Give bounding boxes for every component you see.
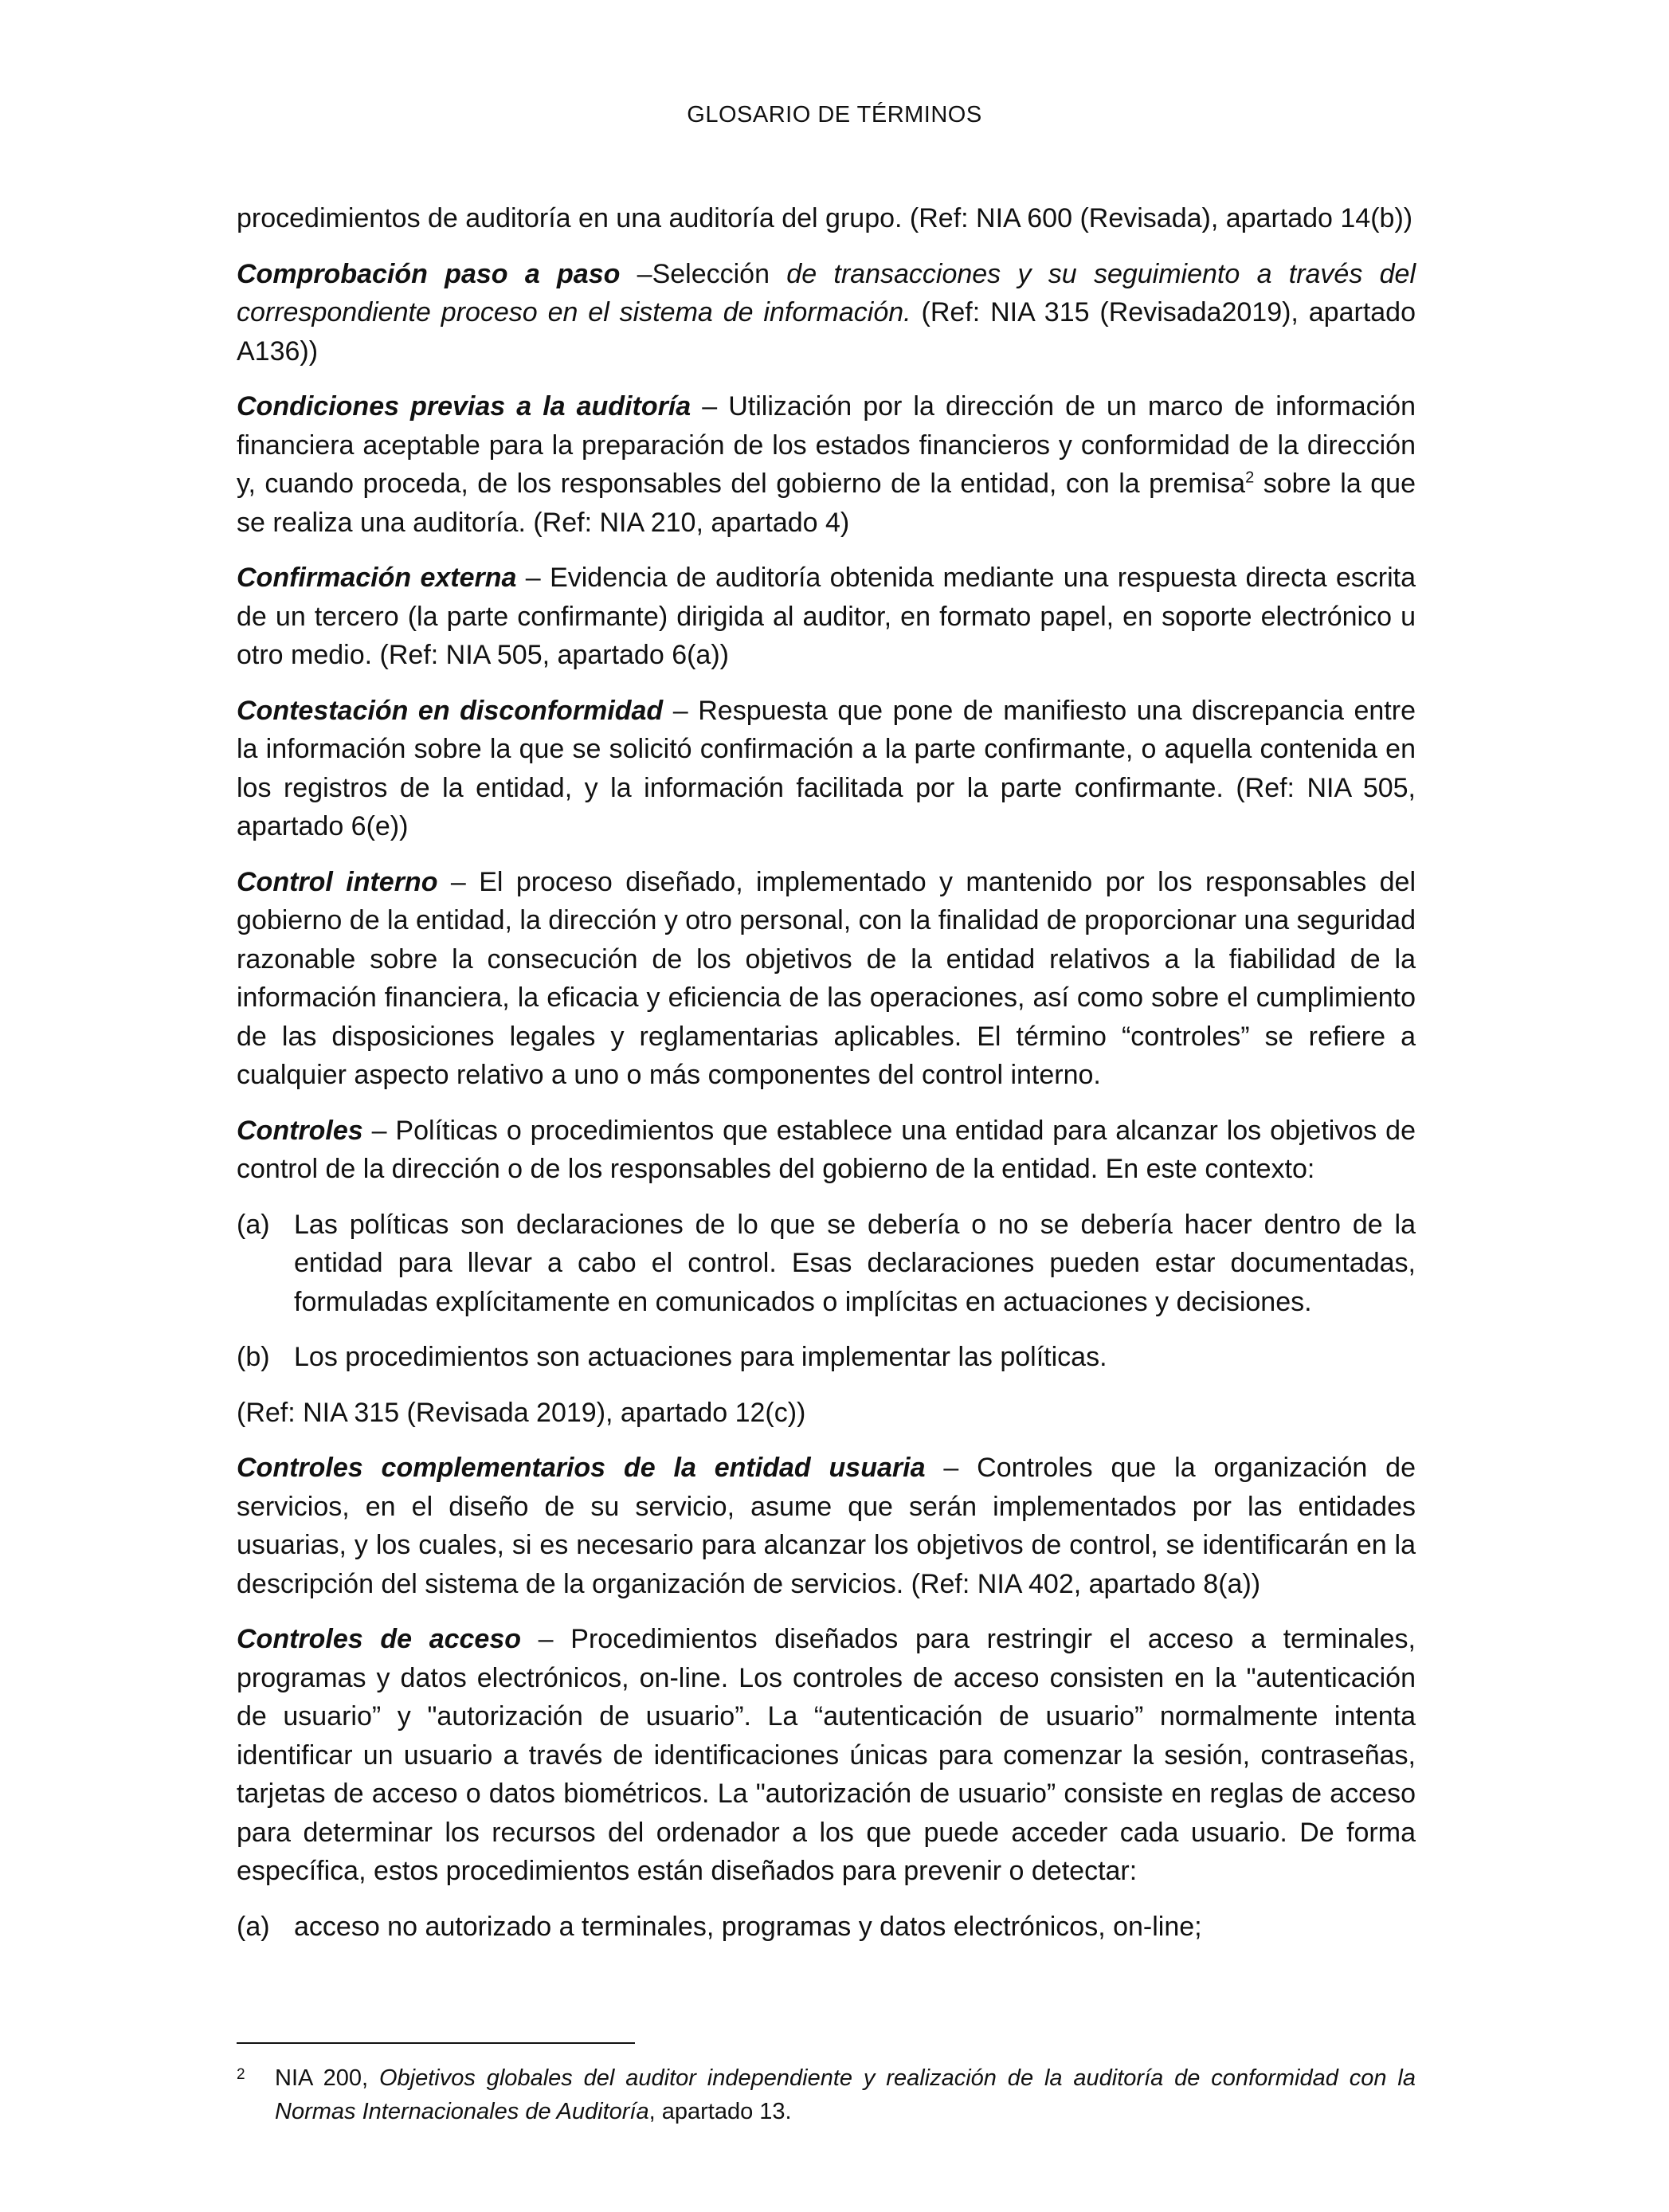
list-item (237, 1338, 1416, 1377)
list-item (237, 1206, 1416, 1322)
page-header: GLOSARIO DE TÉRMINOS (687, 102, 982, 127)
glossary-entry-comprobacion (237, 255, 1416, 371)
list-item-text: Los procedimientos son actuaciones para implementar las políticas. (294, 1342, 1107, 1372)
footnote-text-end: , apartado 13. (648, 2099, 792, 2124)
footnote-number: 2 (237, 2066, 245, 2083)
glossary-entry-confirmacion-externa (237, 559, 1416, 675)
list-item-text: Las políticas son declaraciones de lo que se debería o no se debería hacer dentro de la entidad para llevar a cabo el control. Esas declaraciones pueden estar documentadas, formuladas explícitamente en comunicados o implícitas en actuaciones y decisiones. (294, 1209, 1416, 1317)
glossary-entry-condiciones-previas (237, 387, 1416, 542)
entry-term: Controles (237, 1115, 363, 1146)
entry-separator: – (362, 1115, 396, 1146)
footnote-reference[interactable]: 2 (1245, 469, 1255, 487)
entry-separator: – (521, 1624, 571, 1654)
entry-definition: Controles que la organización de servicios, en el diseño de su servicio, asume que serán implementados por las entidades usuarias, y los cuales, si es necesario para alcanzar los objetivos de control, se identificarán en la descripción del sistema de la organización de servicios. (Ref: NIA 402, apartado 8(a)) (237, 1453, 1416, 1599)
footnote-text (237, 2061, 1416, 2128)
entry-term: Confirmación externa (237, 563, 517, 593)
entry-separator: – (663, 695, 699, 726)
entry-term: Control interno (237, 866, 438, 897)
footnote-title: Objetivos globales del auditor independiente y realización de la auditoría de conformidad con la Normas Internacionales de Auditoría (275, 2065, 1416, 2124)
entry-term: Controles complementarios de la entidad usuaria (237, 1453, 926, 1483)
glossary-entry-controles-complementarios (237, 1449, 1416, 1603)
list-item (237, 1908, 1416, 1947)
entry-definition: Procedimientos diseñados para restringir el acceso a terminales, programas y datos electrónicos, on-line. Los controles de acceso consisten en la "autenticación de usuario” y "autorización de usuario”. La “autenticación de usuario” normalmente intenta identificar un usuario a través de identificaciones únicas para comenzar la sesión, contraseñas, tarjetas de acceso o datos biométricos. La "autorización de usuario” consiste en reglas de acceso para determinar los recursos del ordenador a los que puede acceder cada usuario. De forma específica, estos procedimientos están diseñados para prevenir o detectar: (237, 1624, 1416, 1886)
list-item-label: (a) (237, 1911, 270, 1942)
entry-definition: Evidencia de auditoría obtenida mediante una respuesta directa escrita de un tercero (la parte confirmante) dirigida al auditor, en formato papel, en soporte electrónico u otro medio. (Ref: NIA 505, apartado 6(a)) (237, 563, 1416, 670)
entry-separator: – (516, 563, 550, 593)
list-item-label: (b) (237, 1342, 270, 1372)
footnote (237, 2061, 1416, 2128)
entry-definition: El proceso diseñado, implementado y mantenido por los responsables del gobierno de la entidad, la dirección y otro personal, con la finalidad de proporcionar una seguridad razonable sobre la consecución de los objetivos de la entidad relativos a la fiabilidad de la información financiera, la eficacia y eficiencia de las operaciones, así como sobre el cumplimiento de las disposiciones legales y reglamentarias aplicables. El término “controles” se refiere a cualquier aspecto relativo a uno o más componentes del control interno. (237, 866, 1416, 1090)
entry-definition: Selección (652, 258, 787, 289)
glossary-entry-controles (237, 1112, 1416, 1189)
list-item-label: (a) (237, 1209, 270, 1240)
entry-separator: – (620, 258, 652, 289)
list-item-text: acceso no autorizado a terminales, programas y datos electrónicos, on-line; (294, 1911, 1202, 1942)
glossary-entry-controles-acceso (237, 1620, 1416, 1891)
entry-definition-end: sobre la que se realiza una auditoría. (Ref: NIA 210, apartado 4) (237, 469, 1416, 538)
entry-separator: – (925, 1453, 978, 1483)
glossary-entry-control-interno (237, 863, 1416, 1095)
entry-definition: Utilización por la dirección de un marco de información financiera aceptable para la preparación de los estados financieros y conformidad de la dirección y, cuando proceda, de los responsables del gobierno de la entidad, con la premisa (237, 391, 1416, 499)
entry-term: Controles de acceso (237, 1624, 522, 1654)
entry-separator: – (437, 866, 480, 897)
entry-separator: – (691, 391, 729, 422)
entry-reference: (Ref: NIA 315 (Revisada2019), apartado A136)) (237, 297, 1416, 367)
footnote-text-start: NIA 200, (275, 2065, 379, 2091)
glossary-entry-contestacion-disconformidad (237, 692, 1416, 846)
footnote-divider (237, 2042, 635, 2044)
entry-definition-italic: de transacciones y su seguimiento a través del correspondiente proceso en el sistema de información. (237, 258, 1416, 327)
entry-term: Condiciones previas a la auditoría (237, 391, 691, 422)
entry-term: Comprobación paso a paso (237, 258, 621, 289)
entry-term: Contestación en disconformidad (237, 695, 664, 726)
entry-definition: Políticas o procedimientos que establece una entidad para alcanzar los objetivos de control de la dirección o de los responsables del gobierno de la entidad. En este contexto: (237, 1115, 1416, 1184)
entry-definition: Respuesta que pone de manifiesto una discrepancia entre la información sobre la que se solicitó confirmación a la parte confirmante, o aquella contenida en los registros de la entidad, y la información facilitada por la parte confirmante. (Ref: NIA 505, apartado 6(e)) (237, 695, 1416, 841)
continuation-paragraph: procedimientos de auditoría en una auditoría del grupo. (Ref: NIA 600 (Revisada), apartado 14(b)) (237, 203, 1413, 233)
entry-reference-paragraph: (Ref: NIA 315 (Revisada 2019), apartado 12(c)) (237, 1397, 806, 1428)
glossary-body (237, 199, 1416, 1963)
